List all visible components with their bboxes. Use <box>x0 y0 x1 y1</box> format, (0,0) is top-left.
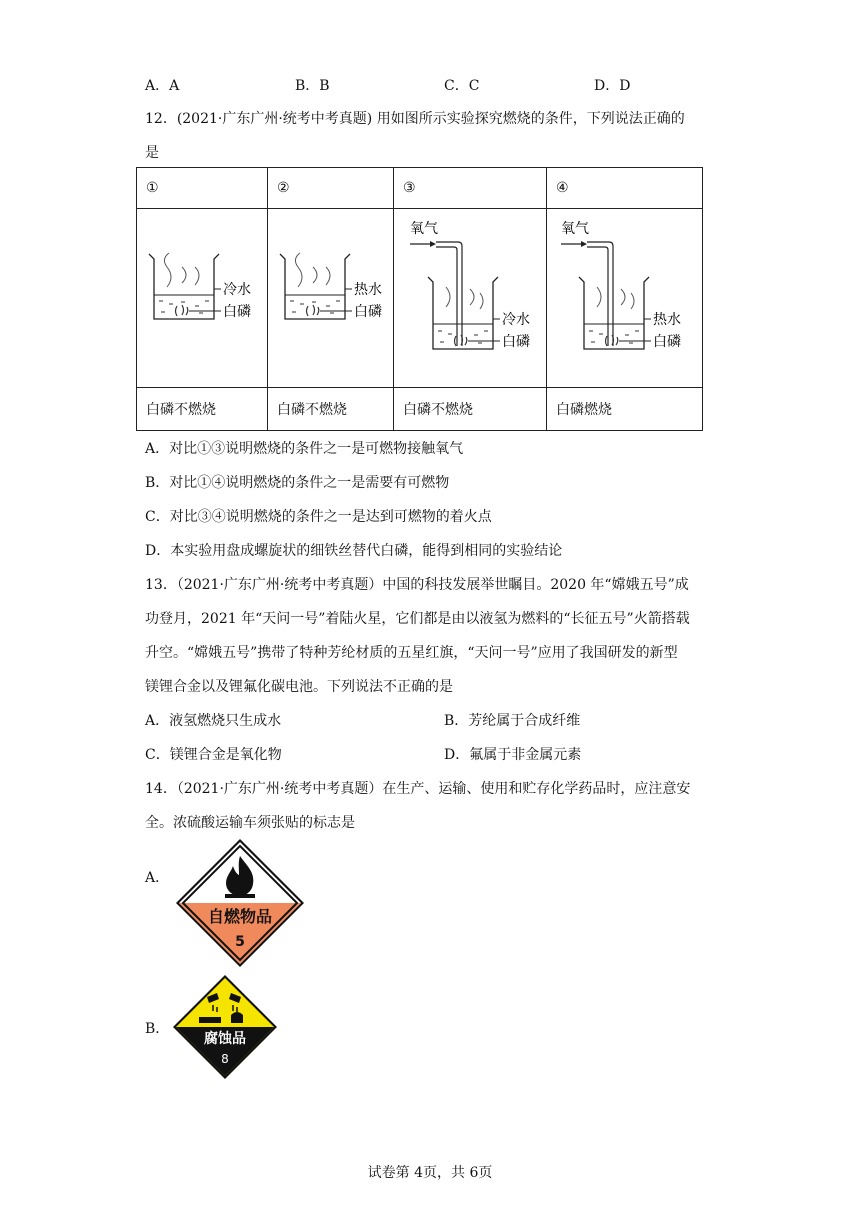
prev-option-d: D．D <box>594 78 631 94</box>
q12-stem-line2: 是 <box>145 145 159 161</box>
q13-line4: 镁锂合金以及锂氟化碳电池。下列说法不正确的是 <box>145 679 453 695</box>
beaker-figure-3 <box>394 209 547 383</box>
beaker-figure-2 <box>268 209 394 383</box>
phosphorus-label-2: 白磷 <box>354 304 382 320</box>
table-header-2: ② <box>268 168 394 209</box>
figure-cell-2 <box>268 209 394 388</box>
q14-line2: 全。浓硫酸运输车须张贴的标志是 <box>145 815 355 831</box>
result-1: 白磷不燃烧 <box>137 388 268 431</box>
sign-b-number: 8 <box>221 1052 229 1066</box>
sign-a-number: 5 <box>235 934 245 950</box>
q14-option-a-label: A． <box>145 870 170 886</box>
table-header-1: ① <box>137 168 268 209</box>
prev-option-c: C．C <box>444 78 480 94</box>
experiment-table <box>136 167 703 431</box>
water-label-3: 冷水 <box>502 312 530 328</box>
prev-option-a: A．A <box>145 78 180 94</box>
spontaneous-combustion-sign <box>175 838 305 968</box>
q12-option-c: C．对比③④说明燃烧的条件之一是达到可燃物的着火点 <box>145 509 492 525</box>
result-3: 白磷不燃烧 <box>394 388 547 431</box>
q12-option-d: D．本实验用盘成螺旋状的细铁丝替代白磷，能得到相同的实验结论 <box>145 543 563 559</box>
figure-cell-1 <box>137 209 268 388</box>
water-label-1: 冷水 <box>223 282 251 298</box>
q12-option-b: B．对比①④说明燃烧的条件之一是需要有可燃物 <box>145 475 450 491</box>
q13-option-d: D．氟属于非金属元素 <box>444 747 582 763</box>
beaker-figure-4 <box>547 209 703 383</box>
result-4: 白磷燃烧 <box>547 388 703 431</box>
q14-line1: 14．（2021·广东广州·统考中考真题）在生产、运输、使用和贮存化学药品时，应注意安 <box>145 781 691 797</box>
q13-line2: 功登月，2021 年“天问一号”着陆火星，它们都是由以液氢为燃料的“长征五号”火箭搭载 <box>145 611 690 627</box>
beaker-figure-1 <box>137 209 268 383</box>
corrosive-sign <box>173 975 277 1079</box>
result-2: 白磷不燃烧 <box>268 388 394 431</box>
phosphorus-label-1: 白磷 <box>223 304 251 320</box>
phosphorus-label-4: 白磷 <box>653 334 681 350</box>
table-header-3: ③ <box>394 168 547 209</box>
gas-label-3: 氧气 <box>410 221 438 237</box>
water-label-2: 热水 <box>354 282 382 298</box>
figure-cell-3 <box>394 209 547 388</box>
water-label-4: 热水 <box>653 312 681 328</box>
q13-line3: 升空。“嫦娥五号”携带了特种芳纶材质的五星红旗，“天问一号”应用了我国研发的新型 <box>145 645 678 661</box>
gas-label-4: 氧气 <box>561 221 589 237</box>
q12-stem-line1: 12．(2021·广东广州·统考中考真题) 用如图所示实验探究燃烧的条件，下列说法正确的 <box>145 111 685 127</box>
q13-option-c: C．镁锂合金是氧化物 <box>145 747 282 763</box>
sign-b-text: 腐蚀品 <box>204 1031 246 1047</box>
page-footer: 试卷第 4页，共 6页 <box>367 1165 493 1181</box>
sign-a-text: 自燃物品 <box>207 907 273 926</box>
phosphorus-label-3: 白磷 <box>502 334 530 350</box>
table-header-4: ④ <box>547 168 703 209</box>
q13-option-a: A．液氢燃烧只生成水 <box>145 713 282 729</box>
prev-option-b: B．B <box>295 78 330 94</box>
figure-cell-4 <box>547 209 703 388</box>
q12-option-a: A．对比①③说明燃烧的条件之一是可燃物接触氧气 <box>145 441 464 457</box>
q14-option-b-label: B． <box>145 1021 170 1037</box>
q13-option-b: B．芳纶属于合成纤维 <box>444 713 581 729</box>
q13-line1: 13．（2021·广东广州·统考中考真题）中国的科技发展举世瞩目。2020 年“嫦娥五号”成 <box>145 577 689 593</box>
